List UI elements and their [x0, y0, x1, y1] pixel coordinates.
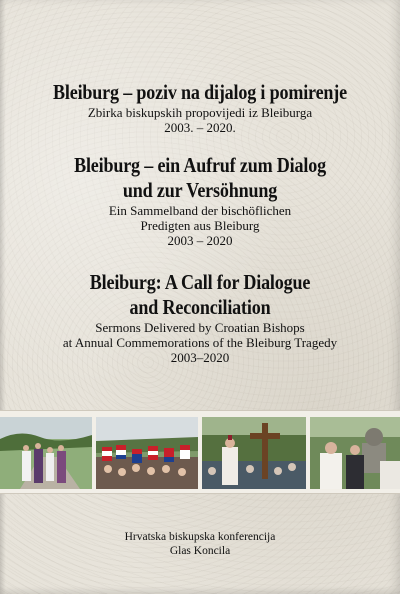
german-title-block — [0, 153, 400, 248]
publisher-line1: Hrvatska biskupska konferencija — [124, 531, 276, 543]
procession-photo — [0, 417, 92, 489]
english-title-line2: and Reconciliation — [129, 295, 271, 319]
english-title-block — [0, 270, 400, 365]
bishops-statue-photo — [310, 417, 400, 489]
croatian-subtitle: Zbirka biskupskih propovijedi iz Bleiburga — [87, 105, 313, 120]
german-subtitle-line1: Ein Sammelband der bischöflichen — [108, 203, 292, 218]
photo-strip — [0, 410, 400, 494]
publisher-line2: Glas Koncila — [169, 545, 231, 557]
german-subtitle-line2: Predigten aus Bleiburg — [140, 218, 260, 233]
croatian-years: 2003. – 2020. — [164, 120, 236, 135]
english-subtitle-line1: Sermons Delivered by Croatian Bishops — [95, 320, 305, 335]
crowd-flags-photo — [96, 417, 198, 489]
publisher-block — [0, 530, 400, 558]
croatian-title: Bleiburg – poziv na dijalog i pomirenje — [53, 80, 347, 104]
english-years: 2003–2020 — [170, 350, 230, 365]
german-years: 2003 – 2020 — [167, 233, 233, 248]
german-title-line2: und zur Versöhnung — [122, 178, 278, 202]
english-subtitle-line2: at Annual Commemorations of the Bleiburg Tragedy — [62, 335, 338, 350]
mass-cross-photo — [202, 417, 306, 489]
english-title-line1: Bleiburg: A Call for Dialogue — [89, 270, 311, 294]
german-title-line1: Bleiburg – ein Aufruf zum Dialog — [74, 153, 326, 177]
croatian-title-block — [0, 80, 400, 135]
